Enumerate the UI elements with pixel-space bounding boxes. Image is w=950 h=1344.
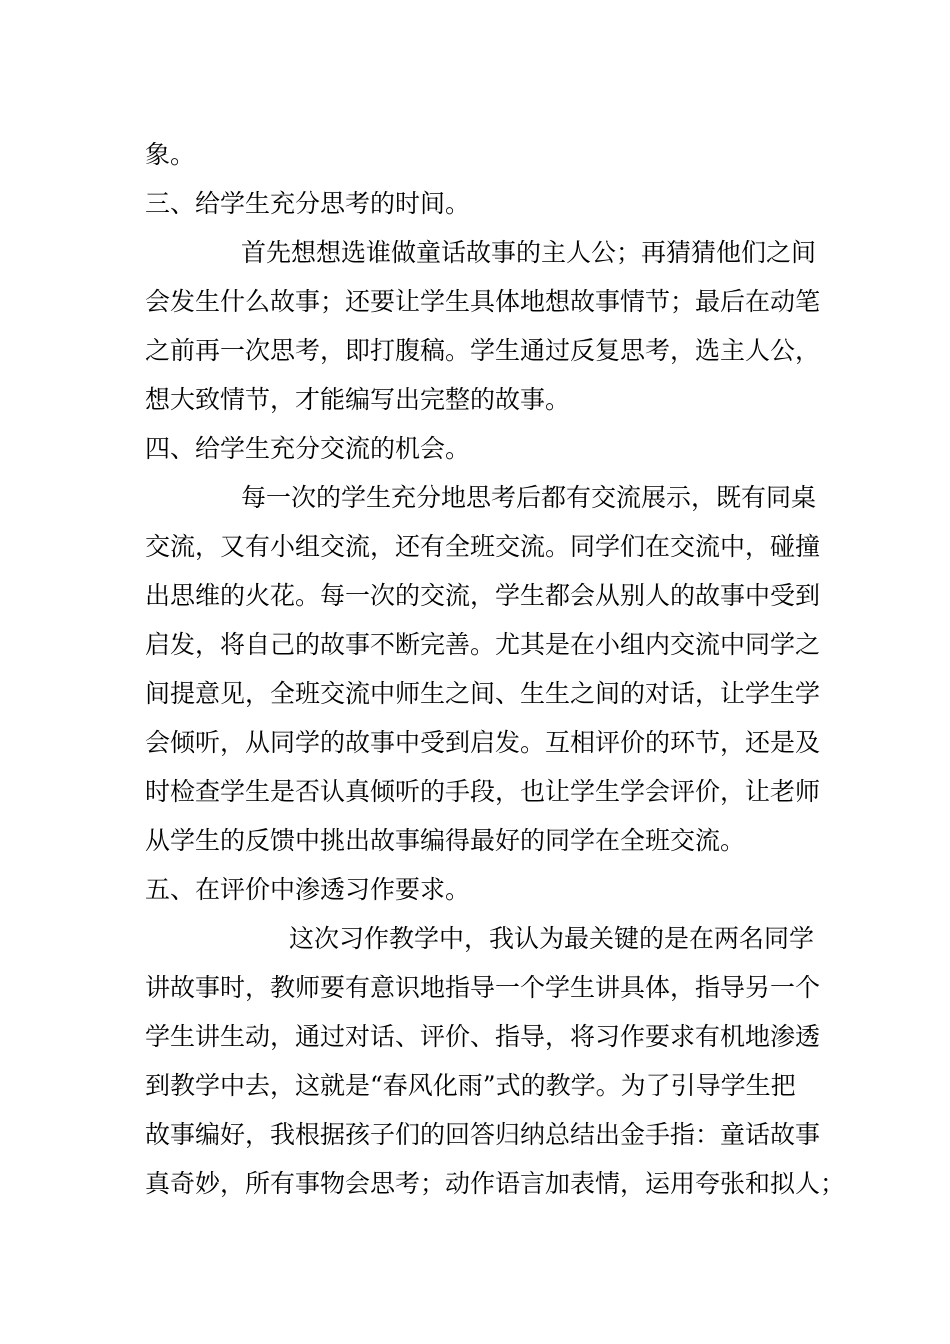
paragraph-first-line: 每一次的学生充分地思考后都有交流展示，既有同桌 [241,483,817,512]
text-line: 会倾听，从同学的故事中受到启发。互相评价的环节，还是及 [145,728,821,757]
text-line: 想大致情节，才能编写出完整的故事。 [145,385,571,414]
text-line: 启发，将自己的故事不断完善。尤其是在小组内交流中同学之 [145,630,821,659]
text-line: 到教学中去，这就是“春风化雨”式的教学。为了引导学生把 [145,1071,796,1100]
text-line: 间提意见，全班交流中师生之间、生生之间的对话，让学生学 [145,679,821,708]
text-line: 讲故事时，教师要有意识地指导一个学生讲具体，指导另一个 [145,973,821,1002]
text-line: 从学生的反馈中挑出故事编得最好的同学在全班交流。 [145,826,746,855]
text-line: 之前再一次思考，即打腹稿。学生通过反复思考，选主人公， [145,336,821,365]
text-line: 故事编好，我根据孩子们的回答归纳总结出金手指：童话故事 [145,1120,821,1149]
text-line: 会发生什么故事；还要让学生具体地想故事情节；最后在动笔 [145,287,821,316]
text-line: 真奇妙，所有事物会思考；动作语言加表情，运用夸张和拟人； [145,1169,846,1198]
section-heading: 四、给学生充分交流的机会。 [145,434,471,463]
text-line: 时检查学生是否认真倾听的手段，也让学生学会评价，让老师 [145,777,821,806]
section-heading: 五、在评价中渗透习作要求。 [145,875,471,904]
paragraph-first-line: 首先想想选谁做童话故事的主人公；再猜猜他们之间 [241,238,817,267]
text-line: 出思维的火花。每一次的交流，学生都会从别人的故事中受到 [145,581,821,610]
document-body [145,130,846,1208]
text-line: 学生讲生动，通过对话、评价、指导，将习作要求有机地渗透 [145,1022,821,1051]
paragraph-first-line: 这次习作教学中，我认为最关键的是在两名同学 [289,924,815,953]
section-heading: 三、给学生充分思考的时间。 [145,189,471,218]
text-line: 交流，又有小组交流，还有全班交流。同学们在交流中，碰撞 [145,532,821,561]
text-line: 象。 [145,140,196,169]
